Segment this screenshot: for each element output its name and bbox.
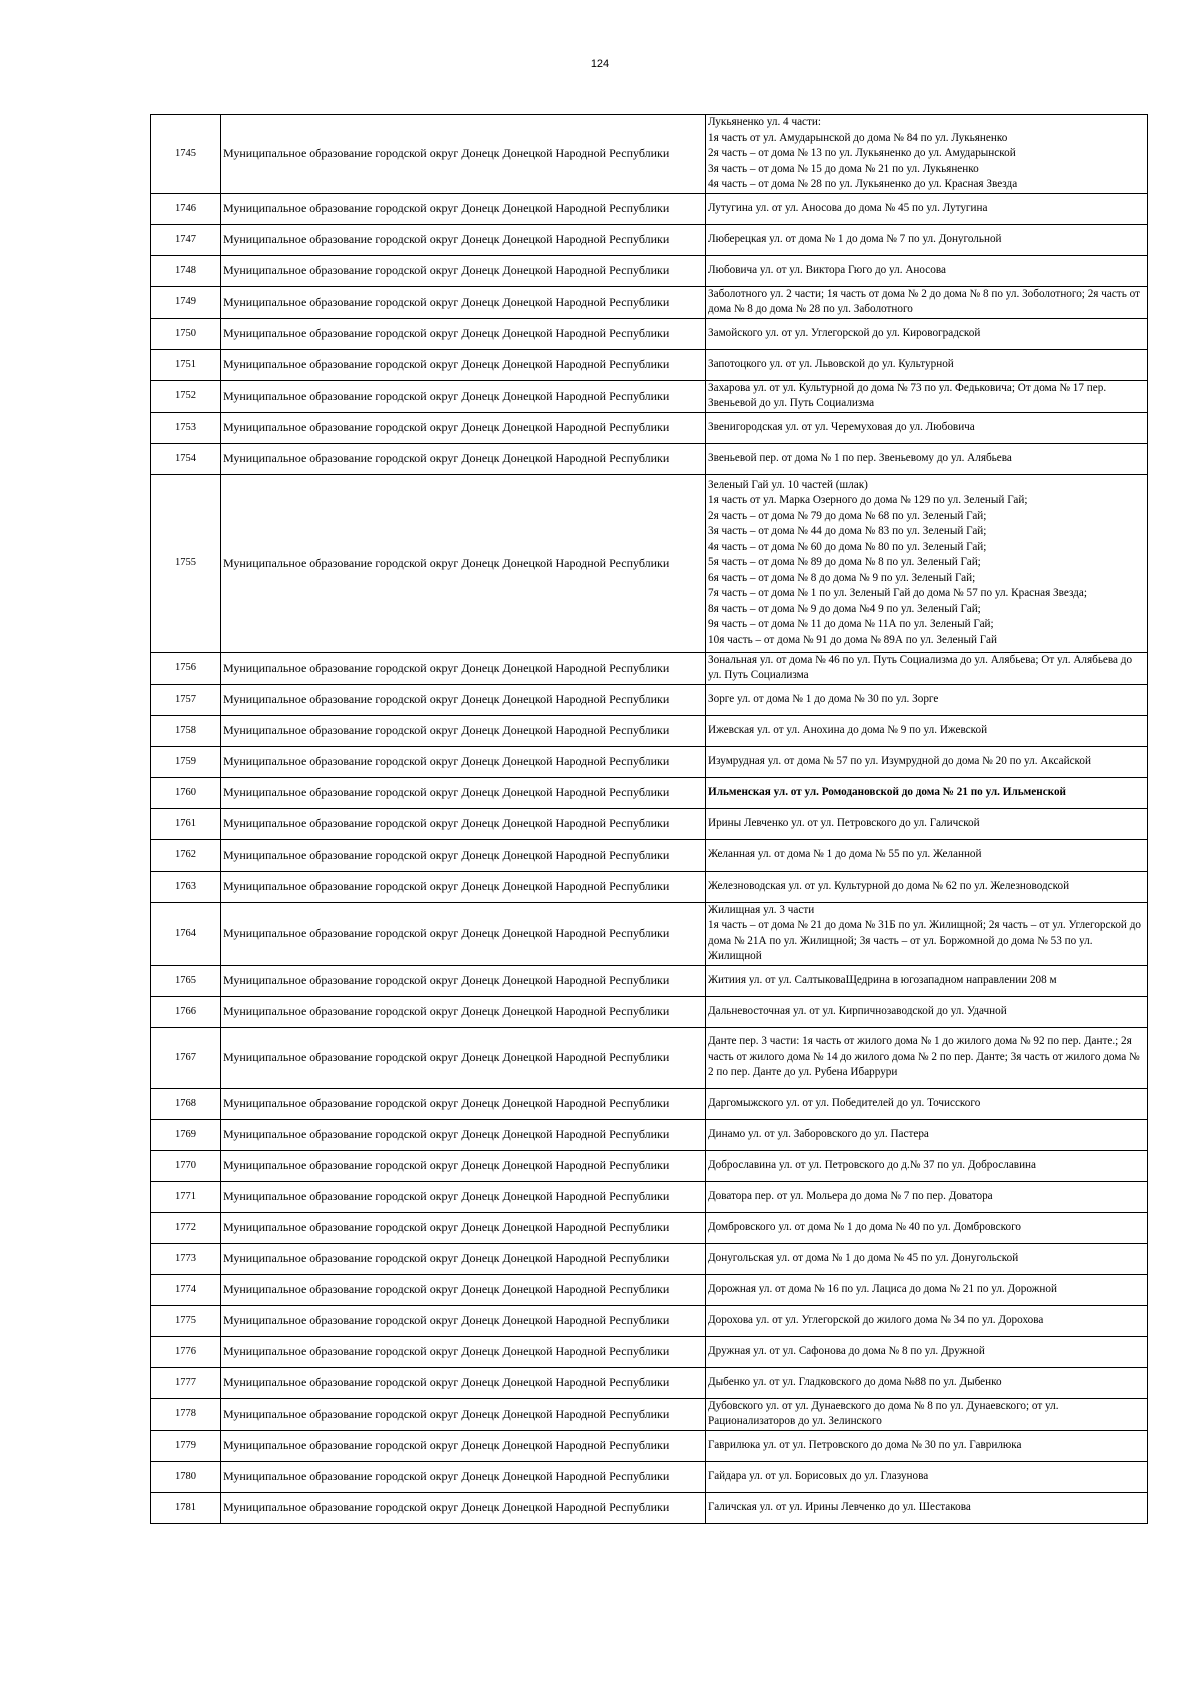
road-description-cell: Доватора пер. от ул. Мольера до дома № 7 по пер. Доватора	[706, 1181, 1148, 1212]
municipality-cell: Муниципальное образование городской округ Донецк Донецкой Народной Республики	[221, 115, 706, 194]
road-description-cell: Изумрудная ул. от дома № 57 по ул. Изумрудной до дома № 20 по ул. Аксайской	[706, 746, 1148, 777]
road-description-cell: Галичская ул. от ул. Ирины Левченко до ул. Шестакова	[706, 1492, 1148, 1523]
row-number-cell: 1772	[151, 1212, 221, 1243]
row-number-cell: 1757	[151, 684, 221, 715]
row-number-cell: 1762	[151, 839, 221, 871]
row-number-cell: 1746	[151, 193, 221, 224]
row-number-cell: 1781	[151, 1492, 221, 1523]
table-row	[151, 1088, 1148, 1119]
row-number-cell: 1774	[151, 1274, 221, 1305]
table-row	[151, 715, 1148, 746]
road-description-cell: Ильменская ул. от ул. Ромодановской до дома № 21 по ул. Ильменской	[706, 777, 1148, 808]
municipality-cell: Муниципальное образование городской округ Донецк Донецкой Народной Республики	[221, 1212, 706, 1243]
table-row	[151, 443, 1148, 474]
municipality-cell: Муниципальное образование городской округ Донецк Донецкой Народной Республики	[221, 808, 706, 839]
table-row	[151, 193, 1148, 224]
table-row	[151, 1336, 1148, 1367]
municipality-cell: Муниципальное образование городской округ Донецк Донецкой Народной Республики	[221, 1336, 706, 1367]
road-description-cell: Донугольская ул. от дома № 1 до дома № 45 по ул. Донугольской	[706, 1243, 1148, 1274]
row-number-cell: 1745	[151, 115, 221, 194]
municipality-cell: Муниципальное образование городской округ Донецк Донецкой Народной Республики	[221, 380, 706, 412]
table-row	[151, 286, 1148, 318]
row-number-cell: 1748	[151, 255, 221, 286]
table-row	[151, 474, 1148, 652]
row-number-cell: 1758	[151, 715, 221, 746]
road-description-cell: Желанная ул. от дома № 1 до дома № 55 по ул. Желанной	[706, 839, 1148, 871]
municipality-cell: Муниципальное образование городской округ Донецк Донецкой Народной Республики	[221, 1088, 706, 1119]
municipality-cell: Муниципальное образование городской округ Донецк Донецкой Народной Республики	[221, 746, 706, 777]
table-row	[151, 996, 1148, 1027]
registry-table	[150, 114, 1148, 1524]
municipality-cell: Муниципальное образование городской округ Донецк Донецкой Народной Республики	[221, 1181, 706, 1212]
municipality-cell: Муниципальное образование городской округ Донецк Донецкой Народной Республики	[221, 839, 706, 871]
municipality-cell: Муниципальное образование городской округ Донецк Донецкой Народной Республики	[221, 412, 706, 443]
road-description-cell: Дружная ул. от ул. Сафонова до дома № 8 по ул. Дружной	[706, 1336, 1148, 1367]
table-row	[151, 380, 1148, 412]
page-number: 124	[590, 58, 610, 70]
road-description-cell: Зорге ул. от дома № 1 до дома № 30 по ул. Зорге	[706, 684, 1148, 715]
table-row	[151, 1274, 1148, 1305]
road-description-cell: Зеленый Гай ул. 10 частей (шлак) 1я часть от ул. Марка Озерного до дома № 129 по ул. Зеленый Гай; 2я часть – от дома № 79 до дома № 68 по ул. Зеленый Гай; 3я часть – от дома № 44 до дома № 83 по ул. Зеленый Гай; 4я часть – от дома № 60 до дома № 80 по ул. Зеленый Гай; 5я часть – от дома № 89 до дома № 8 по ул. Зеленый Гай; 6я часть – от дома № 8 до дома № 9 по ул. Зеленый Гай; 7я часть – от дома № 1 по ул. Зеленый Гай до дома № 57 по ул. Красная Звезда; 8я часть – от дома № 9 до дома №4 9 по ул. Зеленый Гай; 9я часть – от дома № 11 до дома № 11А по ул. Зеленый Гай; 10я часть – от дома № 91 до дома № 89А по ул. Зеленый Гай	[706, 474, 1148, 652]
table-row	[151, 808, 1148, 839]
row-number-cell: 1771	[151, 1181, 221, 1212]
row-number-cell: 1769	[151, 1119, 221, 1150]
road-description-cell: Лукьяненко ул. 4 части: 1я часть от ул. Амударынской до дома № 84 по ул. Лукьяненко 2я часть – от дома № 13 по ул. Лукьяненко до ул. Амударынской 3я часть – от дома № 15 до дома № 21 по ул. Лукьяненко 4я часть – от дома № 28 по ул. Лукьяненко до ул. Красная Звезда	[706, 115, 1148, 194]
municipality-cell: Муниципальное образование городской округ Донецк Донецкой Народной Республики	[221, 474, 706, 652]
row-number-cell: 1753	[151, 412, 221, 443]
municipality-cell: Муниципальное образование городской округ Донецк Донецкой Народной Республики	[221, 652, 706, 684]
row-number-cell: 1755	[151, 474, 221, 652]
row-number-cell: 1776	[151, 1336, 221, 1367]
municipality-cell: Муниципальное образование городской округ Донецк Донецкой Народной Республики	[221, 193, 706, 224]
municipality-cell: Муниципальное образование городской округ Донецк Донецкой Народной Республики	[221, 902, 706, 965]
municipality-cell: Муниципальное образование городской округ Донецк Донецкой Народной Республики	[221, 1398, 706, 1430]
row-number-cell: 1759	[151, 746, 221, 777]
municipality-cell: Муниципальное образование городской округ Донецк Донецкой Народной Республики	[221, 1119, 706, 1150]
road-description-cell: Дорожная ул. от дома № 16 по ул. Лациса до дома № 21 по ул. Дорожной	[706, 1274, 1148, 1305]
road-description-cell: Звеньевой пер. от дома № 1 по пер. Звеньевому до ул. Алябьева	[706, 443, 1148, 474]
road-description-cell: Захарова ул. от ул. Культурной до дома № 73 по ул. Федьковича; От дома № 17 пер. Звеньевой до ул. Путь Социализма	[706, 380, 1148, 412]
table-row	[151, 1461, 1148, 1492]
table-row	[151, 349, 1148, 380]
table-row	[151, 1150, 1148, 1181]
municipality-cell: Муниципальное образование городской округ Донецк Донецкой Народной Республики	[221, 349, 706, 380]
row-number-cell: 1780	[151, 1461, 221, 1492]
row-number-cell: 1764	[151, 902, 221, 965]
row-number-cell: 1754	[151, 443, 221, 474]
road-description-cell: Гаврилюка ул. от ул. Петровского до дома № 30 по ул. Гаврилюка	[706, 1430, 1148, 1461]
table-row	[151, 684, 1148, 715]
road-description-cell: Даргомыжского ул. от ул. Победителей до ул. Точисского	[706, 1088, 1148, 1119]
municipality-cell: Муниципальное образование городской округ Донецк Донецкой Народной Республики	[221, 1243, 706, 1274]
municipality-cell: Муниципальное образование городской округ Донецк Донецкой Народной Республики	[221, 965, 706, 996]
road-description-cell: Житиия ул. от ул. СалтыковаЩедрина в югозападном направлении 208 м	[706, 965, 1148, 996]
table-row	[151, 871, 1148, 902]
table-row	[151, 1430, 1148, 1461]
road-description-cell: Люберецкая ул. от дома № 1 до дома № 7 по ул. Донугольной	[706, 224, 1148, 255]
table-row	[151, 1181, 1148, 1212]
road-description-cell: Динамо ул. от ул. Заборовского до ул. Пастера	[706, 1119, 1148, 1150]
road-description-cell: Доброславина ул. от ул. Петровского до д.№ 37 по ул. Доброславина	[706, 1150, 1148, 1181]
road-description-cell: Данте пер. 3 части: 1я часть от жилого дома № 1 до жилого дома № 92 по пер. Данте.; 2я часть от жилого дома № 14 до жилого дома № 2 по пер. Данте; 3я часть от жилого дома № 2 по пер. Данте до ул. Рубена Ибаррури	[706, 1027, 1148, 1088]
road-description-cell: Любовича ул. от ул. Виктора Гюго до ул. Аносова	[706, 255, 1148, 286]
municipality-cell: Муниципальное образование городской округ Донецк Донецкой Народной Республики	[221, 1461, 706, 1492]
table-row	[151, 1119, 1148, 1150]
table-row	[151, 1492, 1148, 1523]
row-number-cell: 1775	[151, 1305, 221, 1336]
road-description-cell: Гайдара ул. от ул. Борисовых до ул. Глазунова	[706, 1461, 1148, 1492]
road-description-cell: Лутугина ул. от ул. Аносова до дома № 45 по ул. Лутугина	[706, 193, 1148, 224]
row-number-cell: 1779	[151, 1430, 221, 1461]
row-number-cell: 1770	[151, 1150, 221, 1181]
table-row	[151, 318, 1148, 349]
municipality-cell: Муниципальное образование городской округ Донецк Донецкой Народной Республики	[221, 1430, 706, 1461]
table-row	[151, 777, 1148, 808]
row-number-cell: 1778	[151, 1398, 221, 1430]
table-row	[151, 746, 1148, 777]
table-row	[151, 839, 1148, 871]
municipality-cell: Муниципальное образование городской округ Донецк Донецкой Народной Республики	[221, 255, 706, 286]
table-row	[151, 902, 1148, 965]
municipality-cell: Муниципальное образование городской округ Донецк Донецкой Народной Республики	[221, 1305, 706, 1336]
road-description-cell: Дорохова ул. от ул. Углегорской до жилого дома № 34 по ул. Дорохова	[706, 1305, 1148, 1336]
road-description-cell: Звенигородская ул. от ул. Черемуховая до ул. Любовича	[706, 412, 1148, 443]
road-description-cell: Дубовского ул. от ул. Дунаевского до дома № 8 по ул. Дунаевского; от ул. Рационализаторов до ул. Зелинского	[706, 1398, 1148, 1430]
table-row	[151, 115, 1148, 194]
registry-rows	[151, 115, 1148, 1524]
row-number-cell: 1768	[151, 1088, 221, 1119]
road-description-cell: Домбровского ул. от дома № 1 до дома № 40 по ул. Домбровского	[706, 1212, 1148, 1243]
municipality-cell: Муниципальное образование городской округ Донецк Донецкой Народной Республики	[221, 1367, 706, 1398]
table-row	[151, 1398, 1148, 1430]
municipality-cell: Муниципальное образование городской округ Донецк Донецкой Народной Республики	[221, 1150, 706, 1181]
row-number-cell: 1761	[151, 808, 221, 839]
table-row	[151, 965, 1148, 996]
municipality-cell: Муниципальное образование городской округ Донецк Донецкой Народной Республики	[221, 1274, 706, 1305]
row-number-cell: 1777	[151, 1367, 221, 1398]
table-row	[151, 255, 1148, 286]
table-row	[151, 1305, 1148, 1336]
municipality-cell: Муниципальное образование городской округ Донецк Донецкой Народной Республики	[221, 1492, 706, 1523]
municipality-cell: Муниципальное образование городской округ Донецк Донецкой Народной Республики	[221, 871, 706, 902]
road-description-cell: Ижевская ул. от ул. Анохина до дома № 9 по ул. Ижевской	[706, 715, 1148, 746]
municipality-cell: Муниципальное образование городской округ Донецк Донецкой Народной Республики	[221, 715, 706, 746]
municipality-cell: Муниципальное образование городской округ Донецк Донецкой Народной Республики	[221, 684, 706, 715]
table-row	[151, 652, 1148, 684]
road-description-cell: Жилищная ул. 3 части 1я часть – от дома № 21 до дома № 31Б по ул. Жилищной; 2я часть – от ул. Углегорской до дома № 21А по ул. Жилищной; 3я часть – от ул. Боржомной до дома № 53 по ул. Жилищной	[706, 902, 1148, 965]
table-row	[151, 1367, 1148, 1398]
table-row	[151, 1243, 1148, 1274]
road-description-cell: Запотоцкого ул. от ул. Львовской до ул. Культурной	[706, 349, 1148, 380]
municipality-cell: Муниципальное образование городской округ Донецк Донецкой Народной Республики	[221, 777, 706, 808]
row-number-cell: 1750	[151, 318, 221, 349]
row-number-cell: 1760	[151, 777, 221, 808]
row-number-cell: 1747	[151, 224, 221, 255]
road-description-cell: Ирины Левченко ул. от ул. Петровского до ул. Галичской	[706, 808, 1148, 839]
municipality-cell: Муниципальное образование городской округ Донецк Донецкой Народной Республики	[221, 286, 706, 318]
row-number-cell: 1749	[151, 286, 221, 318]
road-description-cell: Дальневосточная ул. от ул. Кирпичнозаводской до ул. Удачной	[706, 996, 1148, 1027]
road-description-cell: Дыбенко ул. от ул. Гладковского до дома №88 по ул. Дыбенко	[706, 1367, 1148, 1398]
municipality-cell: Муниципальное образование городской округ Донецк Донецкой Народной Республики	[221, 996, 706, 1027]
row-number-cell: 1756	[151, 652, 221, 684]
road-description-cell: Железноводская ул. от ул. Культурной до дома № 62 по ул. Железноводской	[706, 871, 1148, 902]
road-description-cell: Зональная ул. от дома № 46 по ул. Путь Социализма до ул. Алябьева; От ул. Алябьева до ул. Путь Социализма	[706, 652, 1148, 684]
row-number-cell: 1752	[151, 380, 221, 412]
row-number-cell: 1765	[151, 965, 221, 996]
row-number-cell: 1751	[151, 349, 221, 380]
municipality-cell: Муниципальное образование городской округ Донецк Донецкой Народной Республики	[221, 443, 706, 474]
road-description-cell: Заболотного ул. 2 части; 1я часть от дома № 2 до дома № 8 по ул. Зоболотного; 2я часть от дома № 8 до дома № 28 по ул. Заболотного	[706, 286, 1148, 318]
table-row	[151, 1027, 1148, 1088]
table-row	[151, 224, 1148, 255]
row-number-cell: 1763	[151, 871, 221, 902]
table-row	[151, 1212, 1148, 1243]
row-number-cell: 1766	[151, 996, 221, 1027]
row-number-cell: 1773	[151, 1243, 221, 1274]
municipality-cell: Муниципальное образование городской округ Донецк Донецкой Народной Республики	[221, 1027, 706, 1088]
road-description-cell: Замойского ул. от ул. Углегорской до ул. Кировоградской	[706, 318, 1148, 349]
municipality-cell: Муниципальное образование городской округ Донецк Донецкой Народной Республики	[221, 318, 706, 349]
table-row	[151, 412, 1148, 443]
municipality-cell: Муниципальное образование городской округ Донецк Донецкой Народной Республики	[221, 224, 706, 255]
row-number-cell: 1767	[151, 1027, 221, 1088]
